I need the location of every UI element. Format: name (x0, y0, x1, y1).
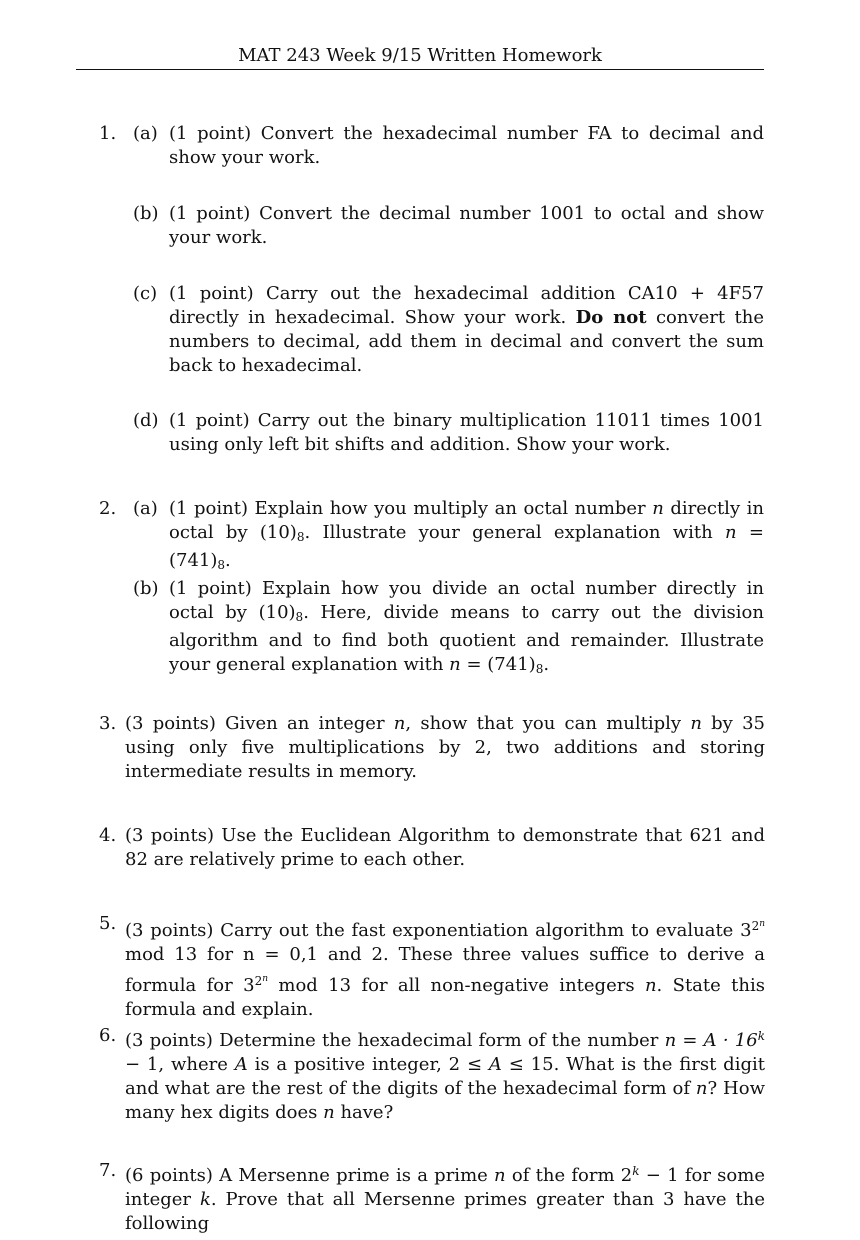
problem-6 (99, 1024, 765, 1125)
math-var: k (199, 1189, 211, 1210)
text-run: (1 point) Explain how you divide an octal number directly in octal by (10) (169, 578, 764, 623)
text-run: (6 points) A Mersenne prime is a prime (125, 1165, 495, 1186)
superscript: k (632, 1164, 640, 1178)
problem-number: 4. (99, 825, 117, 846)
problem-1b (133, 202, 764, 250)
text-run: (3 points) Given an integer (125, 713, 394, 734)
subscript: 8 (296, 530, 305, 544)
part-label: (a) (133, 498, 158, 519)
text-run: . Illustrate your general explanation with (304, 522, 726, 543)
text-run: convert the numbers to decimal, add them in decimal and convert the sum back to hexadecimal. (169, 307, 764, 376)
text-run: . (543, 654, 550, 675)
text-run: mod 13 for n = 0,1 and 2. These three values suffice to derive a formula for 3 (125, 944, 765, 996)
subscript: 8 (217, 558, 226, 572)
subscript: 8 (535, 662, 544, 676)
exp-var: n (759, 919, 765, 929)
math-var: n (644, 975, 657, 996)
subscript: 8 (295, 610, 304, 624)
text-run: , show that you can multiply (405, 713, 691, 734)
problem-2a (133, 497, 764, 577)
text-run: where (164, 1054, 235, 1075)
text-run: . Prove that all Mersenne primes greater than 3 have the following (125, 1189, 765, 1234)
math-var: n (393, 713, 406, 734)
superscript: k (757, 1029, 765, 1043)
math-var: n (449, 654, 461, 675)
problem-4 (99, 824, 765, 872)
part-text (169, 282, 764, 378)
text-run: directly in octal by (10) (169, 498, 764, 543)
problem-number: 6. (99, 1025, 117, 1046)
problem-3 (99, 712, 765, 784)
superscript (752, 919, 765, 933)
math-var: n (725, 522, 737, 543)
exp-var: n (262, 974, 268, 984)
text-run: = (741) (460, 654, 536, 675)
math-var: n (652, 498, 664, 519)
text-run: (1 point) Carry out the hexadecimal addition CA10 + 4F57 directly in hexadecimal. Show your work. (169, 283, 764, 328)
header-divider (76, 69, 764, 70)
part-label: (b) (133, 578, 159, 599)
part-text (169, 577, 764, 681)
part-label: (a) (133, 123, 158, 144)
problem-number: 5. (99, 913, 117, 934)
part-text: (1 point) Convert the hexadecimal number FA to decimal and show your work. (169, 123, 764, 168)
formula: n = A · 16 (664, 1030, 758, 1051)
math-var: A (488, 1054, 502, 1075)
text-run: . Here, divide means to carry out the division algorithm and to find both quotient and remainder. Illustrate your general explanation with (169, 602, 764, 675)
problem-7 (99, 1159, 765, 1236)
problem-5 (99, 912, 765, 1022)
problem-text (125, 912, 765, 1022)
problem-number: 7. (99, 1160, 117, 1181)
text-run: − 1, (125, 1054, 165, 1075)
problem-text (125, 1159, 765, 1236)
text-run: by 35 using only five multiplications by 2, two additions and storing intermediate results in memory. (125, 713, 765, 782)
text-run: (1 point) Explain how you multiply an octal number (169, 498, 653, 519)
text-run: ? How many hex digits does (125, 1078, 765, 1123)
problem-1c (133, 282, 764, 378)
text-run: have? (334, 1102, 394, 1123)
exp-base: 2 (254, 974, 263, 988)
problem-text (125, 1024, 765, 1125)
math-var: A (234, 1054, 248, 1075)
problem-1d (133, 409, 764, 457)
text-run: (3 points) Determine the hexadecimal form of the number (125, 1030, 665, 1051)
math-var: n (494, 1165, 506, 1186)
text-run: . State this formula and explain. (125, 975, 765, 1020)
math-var: n (695, 1078, 708, 1099)
exp-base: 2 (751, 919, 760, 933)
text-run: of the form 2 (505, 1165, 633, 1186)
part-text: (1 point) Convert the decimal number 1001 to octal and show your work. (169, 203, 764, 248)
emphasis-text: Do not (575, 307, 647, 328)
text-run: . (225, 550, 231, 571)
problem-1a (133, 122, 764, 170)
text-run: (3 points) Carry out the fast exponentiation algorithm to evaluate 3 (125, 920, 752, 941)
text-run: − 1 for some integer (125, 1165, 765, 1210)
problem-2b (133, 577, 764, 681)
math-var: n (323, 1102, 335, 1123)
math-var: n (690, 713, 702, 734)
page-title: MAT 243 Week 9/15 Written Homework (238, 45, 602, 66)
part-text: (1 point) Carry out the binary multiplication 11011 times 1001 using only left bit shifts and addition. Show your work. (169, 410, 764, 455)
part-label: (c) (133, 283, 158, 304)
superscript (255, 974, 268, 988)
problem-number: 2. (99, 498, 117, 519)
part-label: (b) (133, 203, 159, 224)
part-label: (d) (133, 410, 159, 431)
text-run: mod 13 for all non-negative integers (268, 975, 645, 996)
problem-text: (3 points) Use the Euclidean Algorithm to demonstrate that 621 and 82 are relatively prime to each other. (125, 825, 765, 870)
problem-text (125, 712, 765, 784)
text-run: = (741) (169, 522, 764, 571)
part-text (169, 497, 764, 577)
problem-number: 1. (99, 123, 117, 144)
text-run: ≤ 15. What is the first digit and what are the rest of the digits of the hexadecimal form of (125, 1054, 765, 1099)
problem-number: 3. (99, 713, 117, 734)
text-run: is a positive integer, 2 ≤ (247, 1054, 489, 1075)
